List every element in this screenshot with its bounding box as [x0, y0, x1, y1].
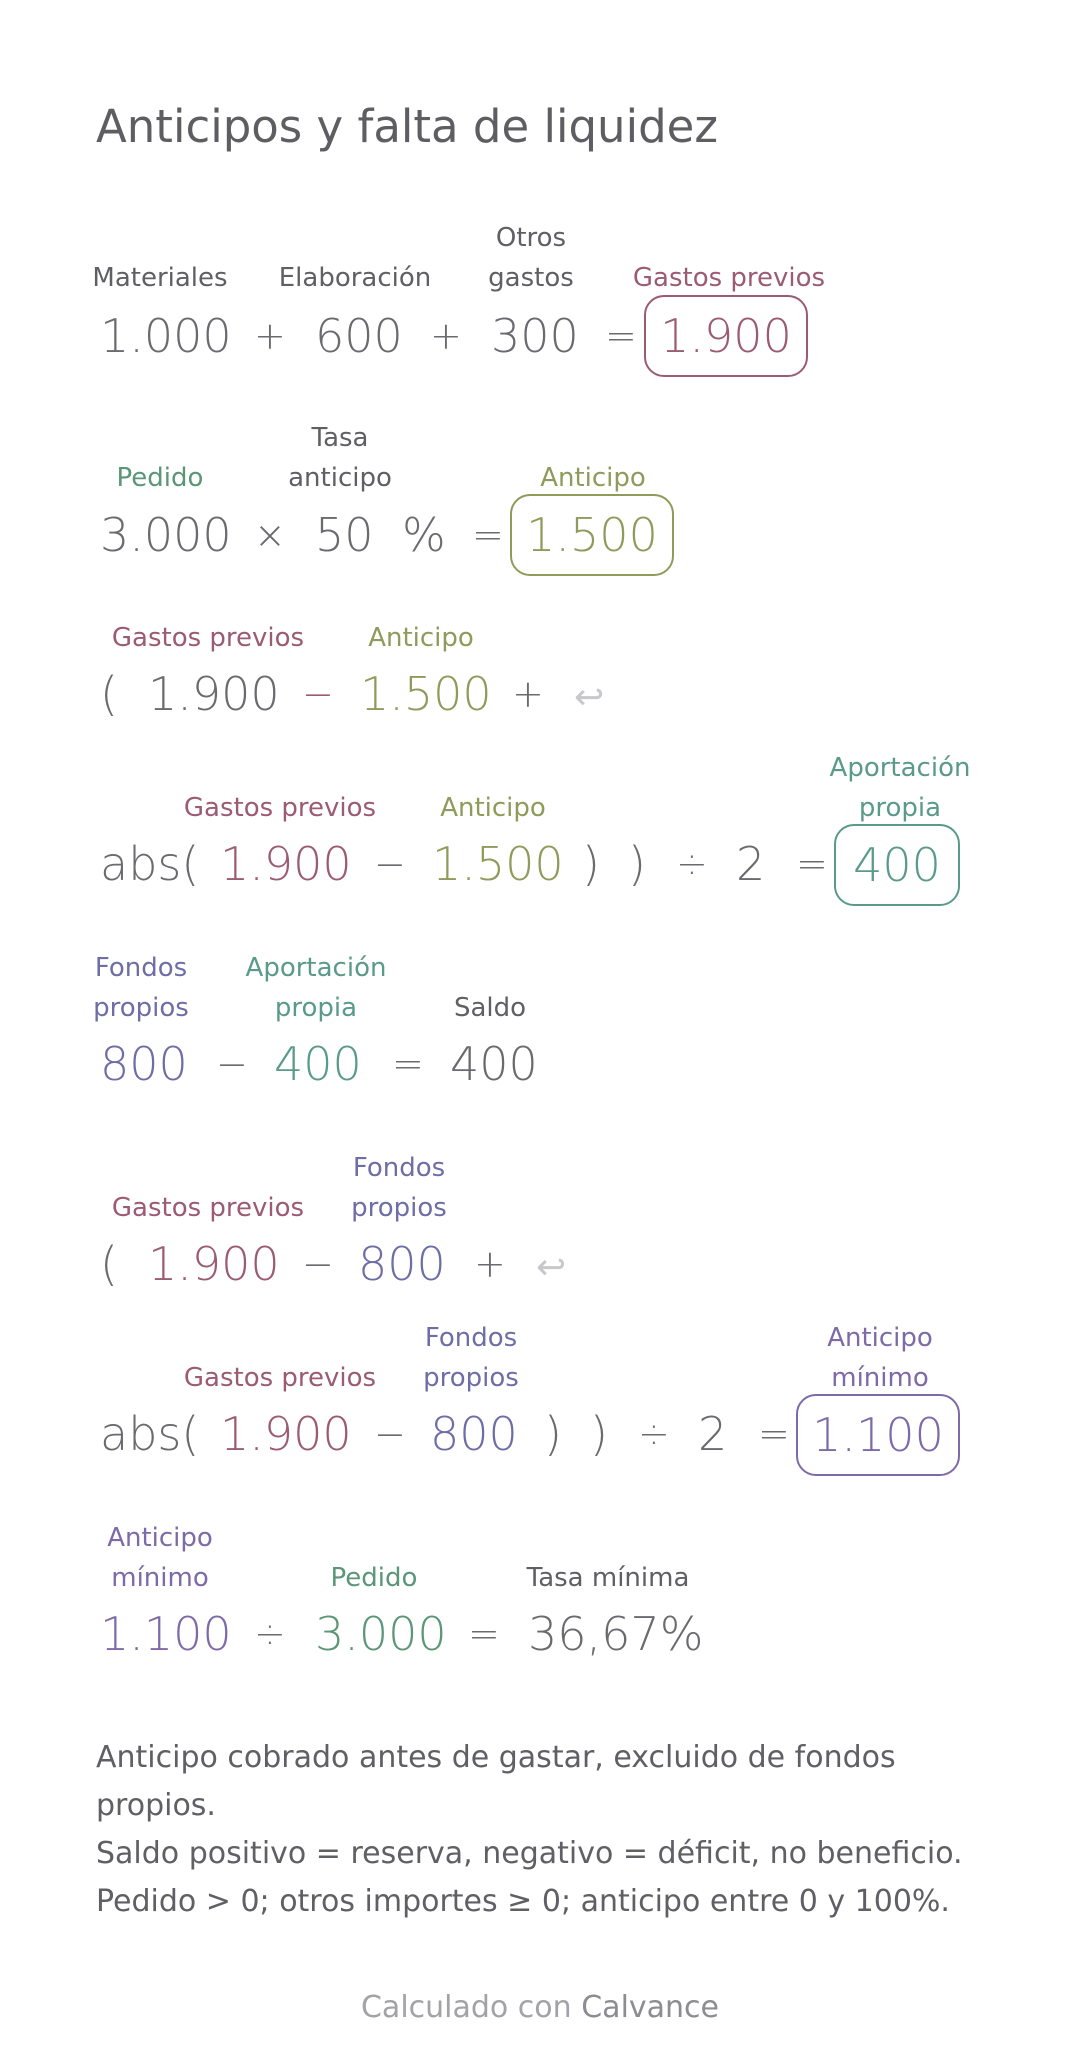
op-times: × [254, 513, 286, 557]
op-equals: = [392, 1042, 424, 1086]
label-tasa-anticipo: Tasa anticipo [288, 423, 392, 493]
note-3: Pedido > 0; otros importes ≥ 0; anticipo entre 0 y 100%. [96, 1884, 950, 1919]
op-minus: − [374, 842, 406, 886]
label-fondos-propios: Fondos propios [93, 953, 189, 1023]
value-divisor: 2 [736, 837, 766, 891]
note-1: Anticipo cobrado antes de gastar, excluido de fondos propios. [96, 1740, 896, 1823]
value-fondos-propios: 800 [430, 1407, 518, 1461]
op-minus: − [302, 672, 334, 716]
value-gastos-previos: 1.900 [148, 1237, 280, 1291]
footer [0, 1990, 1080, 2025]
op-equals: = [472, 513, 504, 557]
paren-close-2: ) [628, 837, 646, 891]
result-anticipo-minimo: 1.100 [796, 1394, 960, 1476]
value-anticipo-minimo: 1.100 [100, 1607, 232, 1661]
label-pedido: Pedido [116, 463, 204, 493]
value-divisor: 2 [698, 1407, 728, 1461]
value-pedido: 3.000 [100, 508, 232, 562]
label-tasa-minima: Tasa mínima [526, 1563, 690, 1593]
continue-icon: ↩ [574, 677, 605, 718]
notes [96, 1734, 996, 1926]
op-equals: = [796, 842, 828, 886]
footer-prefix: Calculado con [360, 1990, 572, 2025]
op-divide: ÷ [638, 1412, 670, 1456]
op-plus-1: + [254, 314, 286, 358]
value-elaboracion: 600 [315, 309, 403, 363]
value-anticipo: 1.500 [432, 837, 564, 891]
label-materiales: Materiales [92, 263, 228, 293]
paren-close-1: ) [544, 1407, 562, 1461]
label-anticipo-minimo: Anticipo mínimo [827, 1323, 933, 1393]
op-divide: ÷ [676, 842, 708, 886]
label-pedido: Pedido [330, 1563, 418, 1593]
abs-open: abs( [100, 837, 200, 891]
label-gastos-previos: Gastos previos [183, 793, 377, 823]
value-fondos-propios: 800 [358, 1237, 446, 1291]
label-gastos-previos: Gastos previos [183, 1363, 377, 1393]
value-anticipo: 1.500 [360, 667, 492, 721]
op-equals: = [605, 314, 637, 358]
paren-close-1: ) [582, 837, 600, 891]
value-gastos-previos: 1.900 [148, 667, 280, 721]
continue-icon: ↩ [536, 1247, 567, 1288]
value-pedido: 3.000 [315, 1607, 447, 1661]
paren-open: ( [100, 1237, 118, 1291]
value-percent: % [402, 508, 446, 562]
label-gastos-previos: Gastos previos [632, 263, 826, 293]
op-plus: + [512, 672, 544, 716]
op-minus: − [374, 1412, 406, 1456]
page-title: Anticipos y falta de liquidez [96, 100, 718, 153]
value-fondos-propios: 800 [100, 1037, 188, 1091]
op-equals: = [758, 1412, 790, 1456]
op-minus: − [216, 1042, 248, 1086]
label-fondos-propios: Fondos propios [351, 1153, 447, 1223]
result-anticipo: 1.500 [510, 494, 674, 576]
value-saldo: 400 [450, 1037, 538, 1091]
label-anticipo: Anticipo [368, 623, 474, 653]
op-minus: − [302, 1242, 334, 1286]
label-aportacion-propia: Aportación propia [829, 753, 971, 823]
label-saldo: Saldo [453, 993, 527, 1023]
value-otros-gastos: 300 [491, 309, 579, 363]
footer-brand[interactable]: Calvance [581, 1990, 720, 2025]
result-aportacion-propia: 400 [834, 824, 960, 906]
value-tasa: 50 [315, 508, 374, 562]
label-elaboracion: Elaboración [278, 263, 432, 293]
op-plus-2: + [430, 314, 462, 358]
label-gastos-previos: Gastos previos [111, 1193, 305, 1223]
label-otros-gastos: Otros gastos [488, 223, 574, 293]
value-aportacion-propia: 400 [274, 1037, 362, 1091]
label-anticipo: Anticipo [440, 793, 546, 823]
note-2: Saldo positivo = reserva, negativo = déficit, no beneficio. [96, 1836, 963, 1871]
op-equals: = [468, 1612, 500, 1656]
label-aportacion-propia: Aportación propia [245, 953, 387, 1023]
paren-open: ( [100, 667, 118, 721]
paren-close-2: ) [590, 1407, 608, 1461]
op-divide: ÷ [254, 1612, 286, 1656]
label-anticipo: Anticipo [540, 463, 646, 493]
label-gastos-previos: Gastos previos [111, 623, 305, 653]
value-tasa-minima: 36,67% [528, 1607, 704, 1661]
value-gastos-previos: 1.900 [220, 1407, 352, 1461]
label-fondos-propios: Fondos propios [423, 1323, 519, 1393]
value-gastos-previos: 1.900 [220, 837, 352, 891]
abs-open: abs( [100, 1407, 200, 1461]
value-materiales: 1.000 [100, 309, 232, 363]
label-anticipo-minimo: Anticipo mínimo [107, 1523, 213, 1593]
op-plus: + [474, 1242, 506, 1286]
result-gastos-previos: 1.900 [644, 295, 808, 377]
